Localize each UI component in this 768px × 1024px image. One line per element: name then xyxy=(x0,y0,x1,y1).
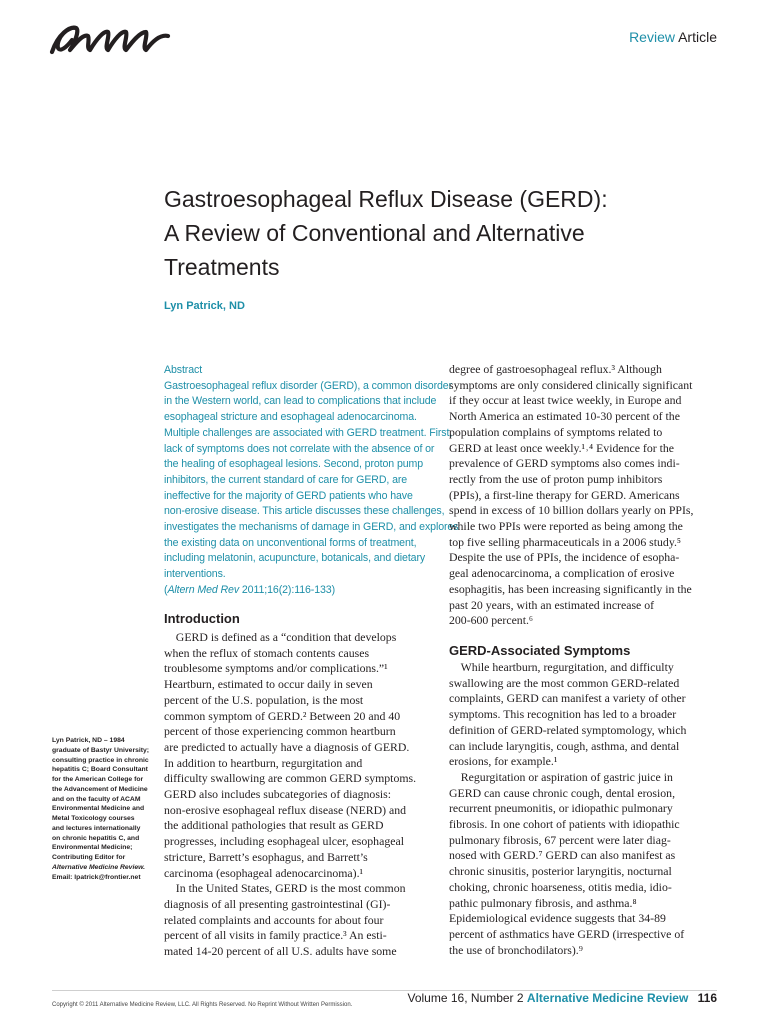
text-line: while two PPIs were reported as being among the xyxy=(449,519,683,534)
text-line: the additional pathologies that result as GERD xyxy=(164,818,384,833)
author-name: Lyn Patrick, ND xyxy=(164,300,245,312)
bio-line: Environmental Medicine; xyxy=(52,844,133,852)
text-line: diagnosis of all presenting gastrointestinal (GI)- xyxy=(164,896,391,911)
text-line: past 20 years, with an estimated increase of xyxy=(449,597,655,612)
text-line: nosed with GERD.⁷ GERD can also manifest as xyxy=(449,848,676,863)
text-line: percent of all visits in family practice.³ An esti- xyxy=(164,928,387,943)
text-line: chronic sinusitis, posterior laryngitis, nocturnal xyxy=(449,864,672,879)
text-line: North America an estimated 10-30 percent of the xyxy=(449,409,680,424)
title-line: Treatments xyxy=(164,254,280,280)
author-bio-lines xyxy=(52,736,157,863)
bio-journal-name: Alternative Medicine Review. xyxy=(52,863,146,871)
text-line: related complaints and accounts for about four xyxy=(164,912,384,927)
abstract-line: inhibitors, the current standard of care for GERD, are xyxy=(164,473,408,486)
text-line: difficulty swallowing are common GERD symptoms. xyxy=(164,771,417,786)
text-line: esophagitis, has been increasing significantly in the xyxy=(449,581,692,596)
title-line: A Review of Conventional and Alternative xyxy=(164,220,585,246)
text-line: In addition to heartburn, regurgitation and xyxy=(164,755,363,770)
text-line: percent of asthmatics have GERD (irrespective of xyxy=(449,926,685,941)
abstract-line: ineffective for the majority of GERD patients who have xyxy=(164,489,413,502)
text-line: GERD also includes subcategories of diagnosis: xyxy=(164,787,392,802)
author-email: Email: lpatrick@frontier.net xyxy=(52,873,141,881)
abstract-line: the existing data on unconventional forms of treatment, xyxy=(164,536,417,549)
bio-line: graduate of Bastyr University; xyxy=(52,746,150,754)
abstract-body xyxy=(164,379,459,583)
text-line: stricture, Barrett’s esophagus, and Barrett’s xyxy=(164,849,368,864)
text-line: fibrosis. In one cohort of patients with idiopathic xyxy=(449,817,680,832)
bio-line: and lectures internationally xyxy=(52,824,141,832)
text-line: carcinoma (esophageal adenocarcinoma).¹ xyxy=(164,865,364,880)
introduction-body xyxy=(164,630,434,960)
bio-line: the Advancement of Medicine xyxy=(52,785,148,793)
abstract xyxy=(164,363,459,599)
text-line: recurrent pneumonitis, or idiopathic pulmonary xyxy=(449,801,673,816)
text-line: progresses, including esophageal ulcer, esophageal xyxy=(164,834,404,849)
text-line: when the reflux of stomach contents causes xyxy=(164,645,370,660)
text-line: rectly from the use of proton pump inhibitors xyxy=(449,471,663,486)
text-line: mated 14-20 percent of all U.S. adults have some xyxy=(164,944,397,959)
author-bio-sidebar xyxy=(52,736,157,882)
text-line: Epidemiological evidence suggests that 34-89 xyxy=(449,911,666,926)
abstract-line: non-erosive disease. This article discusses these challenges, xyxy=(164,505,445,518)
bio-line: and on the faculty of ACAM xyxy=(52,795,141,803)
volume-info: Volume 16, Number 2 xyxy=(407,991,524,1005)
citation-journal: Altern Med Rev xyxy=(167,583,240,596)
text-line: 200-600 percent.⁶ xyxy=(449,613,534,628)
citation-details: 2011;16(2):116-133) xyxy=(239,583,336,596)
bio-line: hepatitis C; Board Consultant xyxy=(52,766,148,774)
page-number: 116 xyxy=(697,991,717,1005)
text-line: top five selling pharmaceuticals in a 2006 study.⁵ xyxy=(449,534,682,549)
abstract-line: Gastroesophageal reflux disorder (GERD), a common disorder xyxy=(164,379,453,392)
article-title xyxy=(164,182,724,284)
text-line: percent of the U.S. population, is the most xyxy=(164,692,364,707)
text-line: complaints, GERD can manifest a variety of other xyxy=(449,691,686,706)
text-line: GERD is defined as a “condition that develops xyxy=(164,630,397,644)
text-line: While heartburn, regurgitation, and difficulty xyxy=(449,660,674,674)
bio-line: consulting practice in chronic xyxy=(52,756,149,764)
abstract-line: Multiple challenges are associated with GERD treatment. First, xyxy=(164,426,453,439)
text-line: percent of those experiencing common heartburn xyxy=(164,724,396,739)
text-line: spend in excess of 10 billion dollars yearly on PPIs, xyxy=(449,503,694,518)
bio-line: on chronic hepatitis C, and xyxy=(52,834,140,842)
text-line: pathic pulmonary fibrosis, and asthma.⁸ xyxy=(449,895,637,910)
abstract-line: esophageal stricture and esophageal adenocarcinoma. xyxy=(164,411,417,424)
bio-line: Lyn Patrick, ND – 1984 xyxy=(52,737,125,744)
text-line: prevalence of GERD symptoms also comes indi- xyxy=(449,456,680,471)
text-line: can include laryngitis, cough, asthma, and dental xyxy=(449,738,680,753)
amr-logo xyxy=(48,14,172,58)
text-line: population complains of symptoms related to xyxy=(449,424,663,439)
abstract-line: investigates the mechanisms of damage in GERD, and explores xyxy=(164,521,459,534)
abstract-line: including melatonin, acupuncture, botanicals, and dietary xyxy=(164,552,426,565)
title-line: Gastroesophageal Reflux Disease (GERD): xyxy=(164,186,608,212)
footer-issue-info xyxy=(408,991,718,1005)
right-column-continued-text xyxy=(449,362,724,629)
bio-line: Contributing Editor for xyxy=(52,854,126,861)
text-line: GERD can cause chronic cough, dental erosion, xyxy=(449,785,676,800)
bio-line: for the American College for xyxy=(52,776,144,783)
copyright-notice: Copyright © 2011 Alternative Medicine Review, LLC. All Rights Reserved. No Reprint Without Written Permission. xyxy=(52,1002,353,1008)
abstract-heading: Abstract xyxy=(164,364,203,376)
text-line: Despite the use of PPIs, the incidence of esopha- xyxy=(449,550,680,565)
journal-name: Alternative Medicine Review xyxy=(526,991,689,1005)
bio-line: Environmental Medicine and xyxy=(52,805,145,813)
review-word: Review xyxy=(629,29,675,45)
text-line: non-erosive esophageal reflux disease (NERD) and xyxy=(164,802,407,817)
abstract-line: lack of symptoms does not correlate with the absence of or xyxy=(164,442,435,455)
text-line: definition of GERD-related symptomology, which xyxy=(449,722,687,737)
text-line: geal adenocarcinoma, a complication of erosive xyxy=(449,566,675,581)
text-line: the use of bronchodilators).⁹ xyxy=(449,942,583,957)
abstract-line: in the Western world, can lead to complications that include xyxy=(164,395,437,408)
abstract-line: interventions. xyxy=(164,568,226,581)
text-line: if they occur at least twice weekly, in Europe and xyxy=(449,393,682,408)
text-line: troublesome symptoms and/or complications.”¹ xyxy=(164,661,388,676)
abstract-line: the healing of esophageal lesions. Second, proton pump xyxy=(164,458,424,471)
text-line: erosions, for example.¹ xyxy=(449,754,558,769)
text-line: (PPIs), a first-line therapy for GERD. Americans xyxy=(449,487,680,502)
article-word: Article xyxy=(678,29,717,45)
text-line: symptoms. This recognition has led to a broader xyxy=(449,707,677,722)
text-line: In the United States, GERD is the most common xyxy=(164,881,406,896)
article-type-label xyxy=(629,29,717,45)
text-line: pulmonary fibrosis, 67 percent were later diag- xyxy=(449,832,671,847)
gerd-symptoms-body xyxy=(449,660,724,958)
text-line: symptoms are only considered clinically significant xyxy=(449,377,693,392)
text-line: degree of gastroesophageal reflux.³ Although xyxy=(449,362,662,376)
introduction-heading: Introduction xyxy=(164,611,240,626)
text-line: are predicted to actually have a diagnosis of GERD. xyxy=(164,739,410,754)
text-line: common symptom of GERD.² Between 20 and 40 xyxy=(164,708,401,723)
text-line: GERD at least once weekly.¹˒⁴ Evidence for the xyxy=(449,440,675,455)
text-line: choking, chronic hoarseness, otitis media, idio- xyxy=(449,879,672,894)
gerd-symptoms-heading: GERD-Associated Symptoms xyxy=(449,643,631,658)
text-line: Regurgitation or aspiration of gastric juice in xyxy=(449,769,673,784)
text-line: Heartburn, estimated to occur daily in seven xyxy=(164,677,373,692)
text-line: swallowing are the most common GERD-related xyxy=(449,675,680,690)
abstract-citation: (Altern Med Rev 2011;16(2):116-133) xyxy=(164,583,336,596)
bio-line: Metal Toxicology courses xyxy=(52,815,135,822)
